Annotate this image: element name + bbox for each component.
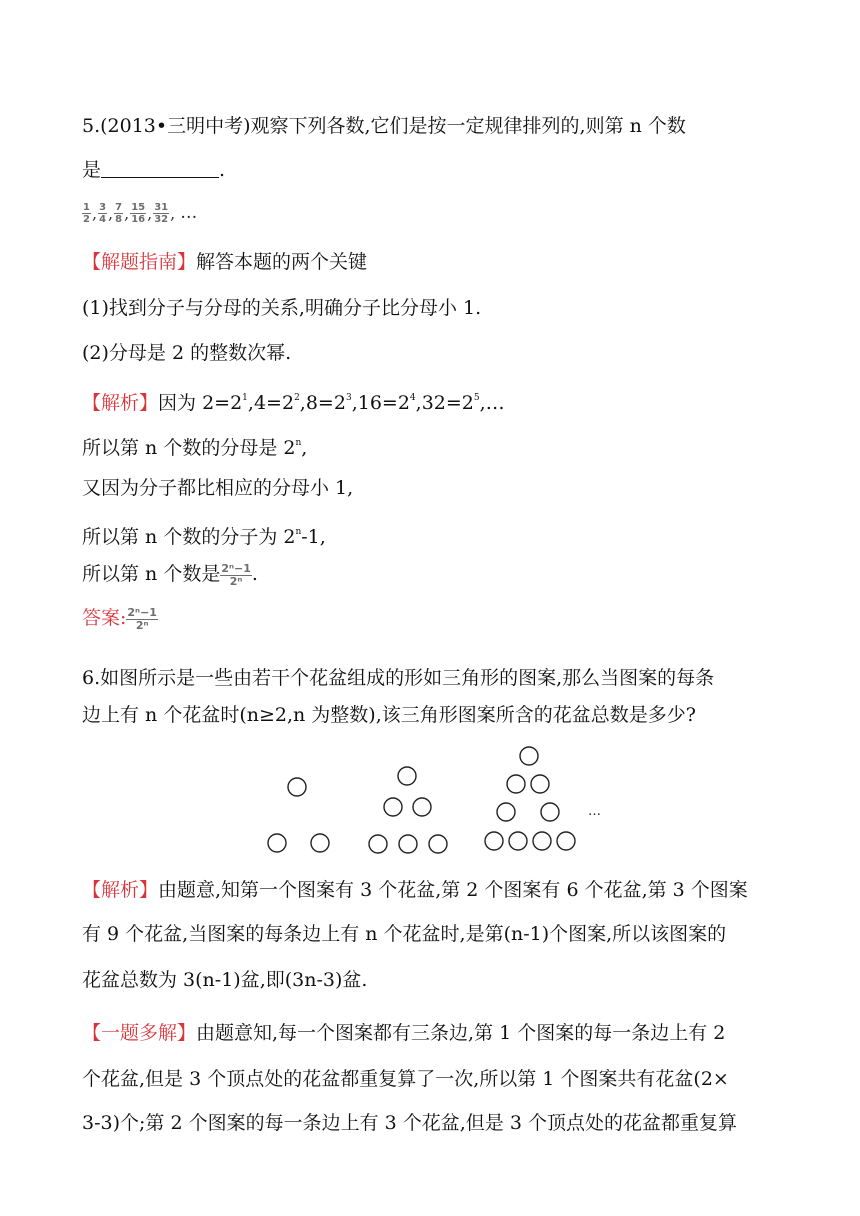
answer-blank bbox=[101, 159, 219, 178]
sequence-separator: , bbox=[108, 203, 114, 223]
fraction-3-num: 7 bbox=[115, 201, 123, 213]
q6-analysis-3: 花盆总数为 3(n-1)盆,即(3n-3)盆. bbox=[82, 969, 368, 991]
fraction-5-den: 32 bbox=[154, 213, 169, 225]
nth-term-num: 2ⁿ−1 bbox=[221, 561, 251, 575]
flowerpot-circle bbox=[311, 834, 329, 852]
flowerpot-circle bbox=[541, 803, 559, 821]
q5-guide-line bbox=[82, 250, 367, 274]
analysis-lead: 因为 bbox=[158, 392, 203, 414]
answer-fraction bbox=[126, 607, 158, 632]
fraction-1-den: 2 bbox=[83, 213, 90, 225]
q6-analysis-1-text: 由题意,知第一个图案有 3 个花盆,第 2 个图案有 6 个花盆,第 3 个图案 bbox=[158, 879, 748, 901]
fraction-4-den: 16 bbox=[131, 213, 146, 225]
q5-stem-suffix: . bbox=[219, 159, 226, 181]
flowerpot-circle bbox=[268, 834, 286, 852]
q5-answer bbox=[82, 606, 158, 632]
flowerpot-circle bbox=[509, 832, 527, 850]
q6-multi-3: 3-3)个;第 2 个图案的每一条边上有 3 个花盆,但是 3 个顶点处的花盆都重复算 bbox=[82, 1112, 737, 1134]
power-term-3: 8=2 bbox=[305, 392, 346, 414]
fraction-2-num: 3 bbox=[99, 201, 107, 213]
guide-tag: 【解题指南】 bbox=[82, 251, 197, 273]
nth-term-den: 2ⁿ bbox=[229, 574, 243, 588]
power-term-4: 16=2 bbox=[357, 392, 410, 414]
analysis-4-exp: n bbox=[295, 527, 302, 537]
flowerpot-circle bbox=[507, 775, 525, 793]
flowerpot-circle bbox=[429, 835, 447, 853]
flowerpot-circle bbox=[398, 767, 416, 785]
q6-stem-line2: 边上有 n 个花盆时(n≥2,n 为整数),该三角形图案所含的花盆总数是多少? bbox=[82, 704, 696, 726]
flowerpot-circle bbox=[520, 747, 538, 765]
analysis-5-tail: . bbox=[251, 563, 258, 585]
q5-stem-prefix: 是 bbox=[82, 159, 102, 181]
q5-analysis-1: 【解析】因为 $2=2^1,4=2^2,8=2^3,16=2^4,32=2^5,\dots$ bbox=[82, 392, 505, 414]
fraction-sequence bbox=[82, 196, 197, 230]
analysis-2-text: 所以第 n 个数的分母是 2 bbox=[82, 437, 296, 459]
nth-term-fraction bbox=[220, 563, 252, 588]
flowerpot-circle bbox=[413, 798, 431, 816]
sequence-separator: , bbox=[147, 203, 153, 223]
q5-analysis-4 bbox=[82, 520, 326, 549]
analysis-4-text: 所以第 n 个数的分子为 2 bbox=[82, 526, 296, 548]
analysis-2-tail: , bbox=[301, 437, 308, 459]
flowerpot-figure bbox=[0, 740, 860, 865]
fraction-2 bbox=[98, 202, 107, 225]
q5-analysis-3: 又因为分子都比相应的分母小 1, bbox=[82, 477, 354, 499]
q6-multi-2: 个花盆,但是 3 个顶点处的花盆都重复算了一次,所以第 1 个图案共有花盆(2× bbox=[82, 1068, 729, 1090]
analysis-5-text: 所以第 n 个数是 bbox=[82, 563, 221, 585]
flowerpot-circle bbox=[369, 835, 387, 853]
q6-stem-line1: 6.如图所示是一些由若干个花盆组成的形如三角形的图案,那么当图案的每条 bbox=[82, 667, 715, 689]
multi-solution-tag: 【一题多解】 bbox=[82, 1022, 197, 1044]
flowerpot-circle bbox=[533, 832, 551, 850]
analysis-tail: … bbox=[485, 392, 505, 414]
flowerpot-circle bbox=[288, 778, 306, 796]
fraction-5 bbox=[153, 202, 169, 225]
fraction-3 bbox=[114, 202, 123, 225]
analysis-2-exp: n bbox=[295, 438, 302, 448]
answer-label: 答案: bbox=[82, 607, 127, 629]
q6-analysis-tag: 【解析】 bbox=[82, 879, 159, 901]
q6-multi-1-text: 由题意知,每一个图案都有三条边,第 1 个图案的每一条边上有 2 bbox=[196, 1022, 726, 1044]
q6-analysis-1 bbox=[82, 878, 748, 902]
q5-guide-1: (1)找到分子与分母的关系,明确分子比分母小 1. bbox=[82, 297, 482, 319]
power-exp-1: 1 bbox=[242, 393, 248, 403]
flowerpot-circle bbox=[497, 803, 515, 821]
power-term-5: 32=2 bbox=[421, 392, 474, 414]
power-term-1: 2=2 bbox=[202, 392, 243, 414]
fraction-1 bbox=[82, 202, 91, 225]
fraction-3-den: 8 bbox=[115, 213, 123, 225]
q6-analysis-2: 有 9 个花盆,当图案的每条边上有 n 个花盆时,是第(n-1)个图案,所以该图案的 bbox=[82, 923, 727, 945]
power-exp-2: 2 bbox=[294, 393, 300, 403]
analysis-tag: 【解析】 bbox=[82, 392, 159, 414]
power-exp-4: 4 bbox=[409, 393, 416, 403]
q5-analysis-5 bbox=[82, 562, 258, 588]
fraction-2-den: 4 bbox=[99, 213, 107, 225]
fraction-4 bbox=[130, 202, 146, 225]
flowerpot-circle bbox=[531, 775, 549, 793]
fraction-5-num: 31 bbox=[154, 201, 169, 213]
answer-den: 2ⁿ bbox=[135, 618, 149, 632]
figure-ellipsis: … bbox=[588, 804, 601, 819]
power-term-2: 4=2 bbox=[253, 392, 295, 414]
sequence-separator: , bbox=[124, 203, 130, 223]
flowerpot-circle bbox=[557, 832, 575, 850]
power-exp-5: 5 bbox=[473, 393, 480, 403]
q5-analysis-2 bbox=[82, 431, 307, 460]
q5-stem-line1: 5.(2013•三明中考)观察下列各数,它们是按一定规律排列的,则第 n 个数 bbox=[82, 115, 686, 137]
analysis-4-tail: -1, bbox=[301, 526, 326, 548]
fraction-4-num: 15 bbox=[131, 201, 146, 213]
flowerpot-circle bbox=[485, 832, 503, 850]
q5-guide-2: (2)分母是 2 的整数次幂. bbox=[82, 342, 292, 364]
sequence-separator: , bbox=[170, 203, 176, 223]
q5-stem-line2 bbox=[82, 158, 225, 182]
power-exp-3: 3 bbox=[345, 393, 352, 403]
guide-text: 解答本题的两个关键 bbox=[196, 251, 368, 273]
q6-multi-1 bbox=[82, 1021, 725, 1045]
sequence-ellipsis: … bbox=[180, 203, 198, 223]
flowerpot-circle bbox=[399, 835, 417, 853]
flowerpot-circle bbox=[384, 798, 402, 816]
fraction-1-num: 1 bbox=[83, 201, 90, 213]
answer-num: 2ⁿ−1 bbox=[127, 605, 157, 619]
sequence-separator: , bbox=[91, 203, 98, 223]
